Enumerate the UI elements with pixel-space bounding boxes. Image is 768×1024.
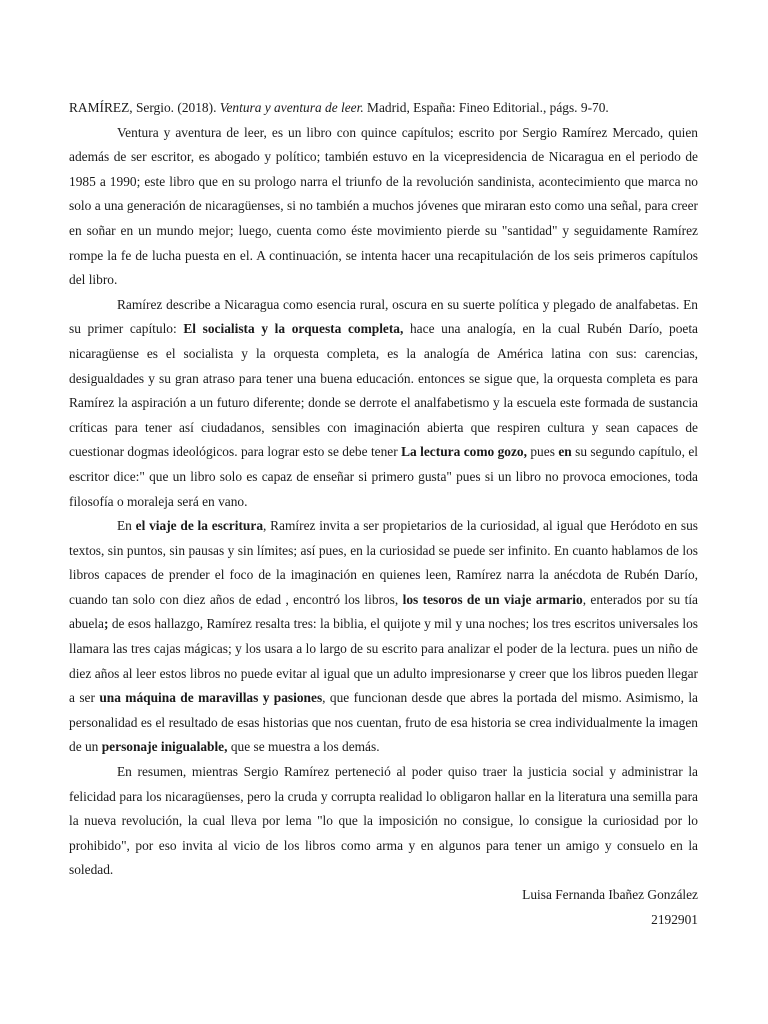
citation-publisher: Madrid, España: Fineo Editorial., págs. 9-70. xyxy=(363,100,609,115)
chapter-title-viaje-escritura: el viaje de la escritura xyxy=(135,518,264,534)
text-run: su segundo capítulo, el escritor dice:" que un libro solo es capaz de enseñar si primero gusta" pues si un libro no provoca emociones, toda filosofía o moraleja será en vano. xyxy=(69,444,698,509)
phrase-personaje-inigualable: personaje inigualable, xyxy=(101,739,228,755)
paragraph-conclusion: En resumen, mientras Sergio Ramírez perteneció al poder quiso traer la justicia social y administrar la felicidad para los nicaragüenses, pero la cruda y corrupta realidad lo obligaron hallar en la literatura una semilla para la nueva revolución, la cual lleva por lema "lo que la imposición no consigue, lo consigue la curiosidad por lo prohibido", por eso invita al vicio de los libros como arma y en algunos para tener un amigo y consuelo en la soledad. xyxy=(69,764,698,878)
paragraph-intro: Ventura y aventura de leer, es un libro con quince capítulos; escrito por Sergio Ramírez Mercado, quien además de ser escritor, es abogado y político; también estuvo en la vicepresidencia de Nicaragua en el periodo de 1985 a 1990; este libro que en su prologo narra el triunfo de la revolución sandinista, acontecimiento que marca no solo a una generación de nicaragüenses, si no también a muchos jóvenes que miraran esto como una señal, para creer en soñar en un mundo mejor; luego, cuenta como éste movimiento pierde su "santidad" y seguidamente Ramírez rompe la fe de lucha puesta en el. A continuación, se intenta hacer una recapitulación de los seis primeros capítulos del libro. xyxy=(69,124,698,288)
text-run: En xyxy=(117,518,136,534)
text-run: pues xyxy=(526,444,559,460)
text-run: de esos hallazgo, Ramírez resalta tres: la biblia, el quijote y mil y una noches; los tres escritos universales los llamara las tres cajas mágicas; y los usara a lo largo de su escrito para analizar el poder de la lectura. pues un niño de diez años al leer estos libros no puede evitar al igual que un adulto impresionarse y creer que los libros pueden llegar a ser xyxy=(69,616,698,706)
text-run: Ramírez describe a Nicaragua como esencia rural, oscura en su suerte política y plegado de analfabetas. En su primer capítulo: xyxy=(69,296,698,337)
author-name: Luisa Fernanda Ibañez González xyxy=(522,887,698,902)
bibliographic-citation xyxy=(69,96,698,121)
phrase-maquina-maravillas: una máquina de maravillas y pasiones xyxy=(99,690,323,706)
bold-semicolon: ; xyxy=(103,616,109,632)
phrase-tesoros-viaje: los tesoros de un viaje armario xyxy=(402,591,583,607)
citation-title: Ventura y aventura de leer. xyxy=(219,100,364,115)
text-run: hace una analogía, en la cual Rubén Darío, poeta nicaragüense es el socialista y la orquesta completa, es la analogía de América latina con sus: carencias, desigualdades y su gran atraso para tener una buena educación. entonces se sigue que, la orquesta completa es para Ramírez la aspiración a un futuro diferente; donde se derrote el analfabetismo y la escuela este formada de sustancia críticas para tener así ciudadanos, sensibles con imaginación abierta que respiren cultura y sean capaces de cuestionar dogmas ideológicos. para lograr esto se debe tener xyxy=(69,321,698,460)
paragraph-chapters-one-two xyxy=(69,293,698,514)
paragraph-viaje-escritura xyxy=(69,514,698,760)
text-run: , que funcionan desde que abres la portada del mismo. Asimismo, la personalidad es el resultado de esas historias que nos cuentan, fruto de esa historia se crea individualmente la imagen de un xyxy=(69,690,698,755)
document-body xyxy=(69,96,698,932)
bold-word-en: en xyxy=(558,444,572,460)
student-id: 2192901 xyxy=(651,911,698,927)
text-run: que se muestra a los demás. xyxy=(227,739,380,755)
text-run: , Ramírez invita a ser propietarios de la curiosidad, al igual que Heródoto en sus textos, sin puntos, sin pausas y sin límites; así pues, en la curiosidad se puede ser infinito. En cuanto hablamos de los libros capaces de prender el foco de la imaginación en quienes leen, Ramírez narra la anécdota de Rubén Darío, cuando tan solo con diez años de edad , encontró los libros, xyxy=(69,518,698,607)
citation-authors: RAMÍREZ, Sergio. (2018). xyxy=(69,100,220,115)
chapter-title-socialista: El socialista y la orquesta completa, xyxy=(183,321,404,337)
chapter-title-lectura-gozo: La lectura como gozo, xyxy=(401,444,527,460)
text-run: , enterados por su tía abuela xyxy=(69,591,698,632)
